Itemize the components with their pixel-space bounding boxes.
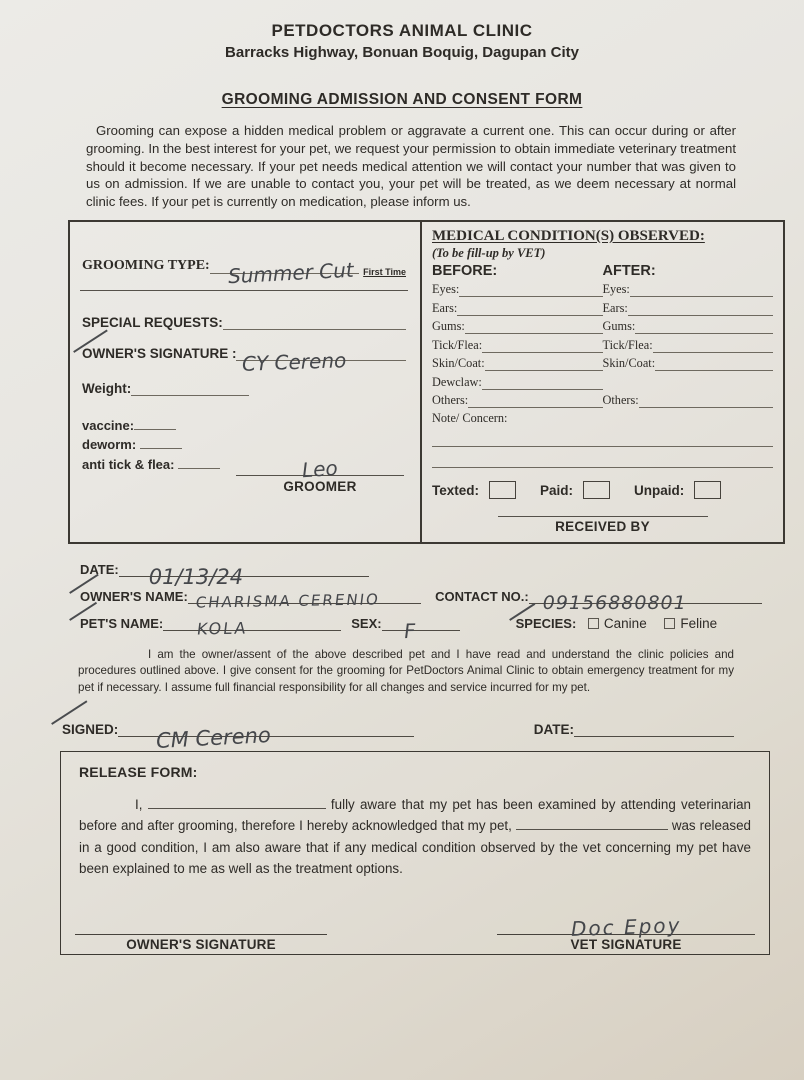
signed-date-line bbox=[574, 722, 734, 737]
release-form-title: RELEASE FORM: bbox=[79, 763, 198, 780]
before-gums-label: Gums: bbox=[432, 319, 465, 334]
deworm-line bbox=[140, 436, 182, 449]
vaccine-row bbox=[82, 416, 406, 436]
release-text-3: was released in a good condition, I am also aware that if any medical condition observed by the vet concerning my pet have been explained to me as well as the treatment options. bbox=[79, 818, 751, 877]
vaccine-label: vaccine: bbox=[82, 417, 135, 433]
special-requests-row bbox=[82, 315, 406, 330]
after-gums-line bbox=[635, 322, 773, 334]
before-eyes-label: Eyes: bbox=[432, 282, 460, 297]
deworm-label: deworm: bbox=[82, 437, 137, 453]
signed-date-label: DATE: bbox=[533, 721, 574, 737]
signed-label: SIGNED: bbox=[62, 721, 119, 737]
species-option-canine bbox=[588, 616, 647, 631]
after-skincoat-label: Skin/Coat: bbox=[602, 356, 656, 371]
paid-label: Paid: bbox=[540, 482, 574, 498]
medical-conditions-panel bbox=[422, 222, 783, 542]
signed-handwriting: CM Cereno bbox=[155, 722, 272, 753]
after-ears-line bbox=[628, 304, 773, 316]
medical-row-gums bbox=[432, 316, 773, 335]
before-eyes-line bbox=[459, 285, 602, 297]
groomer-handwriting: Leo bbox=[301, 455, 339, 482]
before-ears-label: Ears: bbox=[432, 300, 458, 315]
before-after-header bbox=[432, 263, 773, 279]
note-line-1 bbox=[432, 426, 773, 447]
after-ears-label: Ears: bbox=[602, 300, 628, 315]
dewclaw-label: Dewclaw: bbox=[432, 374, 482, 389]
owner-signature-handwriting: CY Cereno bbox=[242, 347, 348, 376]
medical-row-skincoat bbox=[432, 353, 773, 372]
grooming-type-line bbox=[210, 257, 359, 288]
sex-handwriting: F bbox=[402, 618, 419, 643]
canine-checkbox bbox=[588, 618, 599, 629]
weight-line bbox=[131, 381, 249, 396]
sex-label: SEX: bbox=[351, 615, 382, 631]
owner-name-handwriting: CHARISMA CERENIO bbox=[194, 590, 381, 612]
special-requests-label: SPECIAL REQUESTS: bbox=[82, 314, 223, 330]
before-others-label: Others: bbox=[432, 393, 469, 408]
contact-no-line bbox=[529, 589, 762, 614]
grooming-type-row bbox=[82, 257, 406, 288]
special-requests-line bbox=[223, 315, 406, 330]
release-paragraph bbox=[79, 794, 751, 880]
medical-row-others bbox=[432, 390, 773, 409]
owner-signature-bottom-label: OWNER'S SIGNATURE bbox=[126, 936, 276, 952]
owner-signature-line bbox=[236, 346, 406, 376]
vet-signature-block bbox=[497, 910, 755, 954]
owner-signature-row bbox=[82, 345, 406, 376]
vaccine-line bbox=[134, 417, 176, 430]
before-tickflea-label: Tick/Flea: bbox=[432, 337, 483, 352]
form-header bbox=[0, 20, 804, 63]
medical-row-tickflea bbox=[432, 334, 773, 353]
feline-checkbox bbox=[664, 618, 675, 629]
owner-name-line bbox=[188, 589, 421, 612]
texted-label: Texted: bbox=[432, 482, 480, 498]
medical-title: MEDICAL CONDITION(S) OBSERVED: bbox=[432, 227, 705, 244]
grooming-type-label: GROOMING TYPE: bbox=[82, 257, 210, 273]
texted-checkbox bbox=[489, 481, 516, 499]
after-label: AFTER: bbox=[602, 262, 656, 279]
after-tickflea-line bbox=[653, 341, 773, 353]
contact-no-handwriting: 09156880801 bbox=[542, 591, 687, 614]
groomer-signature-block bbox=[236, 451, 404, 494]
clinic-address: Barracks Highway, Bonuan Boquig, Dagupan City bbox=[225, 43, 579, 61]
owner-signature-bottom-line bbox=[75, 934, 327, 935]
received-by-line bbox=[498, 516, 708, 517]
date-line bbox=[119, 562, 369, 589]
species-option-feline bbox=[664, 616, 717, 631]
vet-signature-label: VET SIGNATURE bbox=[570, 936, 682, 952]
divider-line bbox=[80, 290, 408, 291]
dewclaw-line bbox=[482, 378, 603, 390]
contact-no-label: CONTACT NO.: bbox=[435, 588, 529, 604]
after-gums-label: Gums: bbox=[602, 319, 636, 334]
owner-pet-info-section bbox=[80, 561, 762, 643]
release-text-1: I, bbox=[135, 796, 143, 812]
after-eyes-label: Eyes: bbox=[602, 282, 630, 297]
release-signatures-row bbox=[75, 910, 755, 954]
weight-label: Weight: bbox=[82, 380, 132, 396]
signed-line bbox=[118, 722, 413, 753]
unpaid-label: Unpaid: bbox=[634, 482, 685, 498]
received-by-block bbox=[432, 516, 773, 534]
before-label: BEFORE: bbox=[432, 262, 498, 279]
admission-box bbox=[68, 220, 785, 544]
vet-signature-line bbox=[497, 910, 755, 941]
consent-paragraph: I am the owner/assent of the above described pet and I have read and understand the clinic policies and procedures outlined above. I give consent for the grooming for PetDoctors Animal Clinic to obtain emergency treatment for my pet if necessary. I assume full financial responsibility for all changes and service incurred for my pet. bbox=[78, 647, 734, 694]
payment-status-row bbox=[432, 481, 773, 499]
owner-signature-block bbox=[75, 934, 327, 954]
release-pet-blank bbox=[516, 817, 668, 830]
grooming-type-handwriting: Summer Cut bbox=[227, 257, 354, 288]
after-skincoat-line bbox=[655, 359, 773, 371]
medical-subtitle: (To be fill-up by VET) bbox=[432, 245, 546, 260]
pet-name-row bbox=[80, 615, 762, 643]
clinic-name: PETDOCTORS ANIMAL CLINIC bbox=[271, 21, 533, 40]
anti-tick-flea-label: anti tick & flea: bbox=[82, 456, 175, 472]
after-eyes-line bbox=[630, 285, 773, 297]
unpaid-checkbox bbox=[694, 481, 721, 499]
after-others-line bbox=[639, 396, 773, 408]
groomer-label: GROOMER bbox=[283, 478, 357, 494]
before-gums-line bbox=[465, 322, 603, 334]
before-skincoat-line bbox=[485, 359, 603, 371]
release-form-box bbox=[60, 751, 770, 955]
owner-name-label: OWNER'S NAME: bbox=[80, 588, 188, 604]
release-text-2: fully aware that my pet has been examined by attending veterinarian before and after grooming, therefore I hereby acknowledged that my pet, bbox=[79, 796, 751, 834]
before-tickflea-line bbox=[482, 341, 602, 353]
signed-row bbox=[62, 721, 734, 753]
vet-signature-handwriting: Doc Epoy bbox=[570, 913, 682, 941]
groomer-line bbox=[236, 451, 404, 482]
received-by-label: RECEIVED BY bbox=[555, 518, 650, 534]
after-others-label: Others: bbox=[602, 393, 639, 408]
before-others-line bbox=[468, 396, 602, 408]
grooming-details-panel bbox=[70, 222, 422, 542]
sex-line bbox=[382, 616, 460, 643]
medical-row-dewclaw bbox=[432, 371, 773, 390]
release-name-blank bbox=[148, 796, 326, 809]
owner-signature-label: OWNER'S SIGNATURE : bbox=[82, 345, 237, 361]
before-skincoat-label: Skin/Coat: bbox=[432, 356, 485, 371]
pet-name-line bbox=[163, 616, 341, 639]
paid-checkbox bbox=[583, 481, 610, 499]
medical-row-eyes bbox=[432, 279, 773, 298]
medical-row-ears bbox=[432, 297, 773, 316]
species-group bbox=[516, 616, 732, 631]
note-concern-label: Note/ Concern: bbox=[432, 411, 508, 426]
owner-name-row bbox=[80, 588, 762, 614]
after-tickflea-label: Tick/Flea: bbox=[602, 337, 653, 352]
note-line-2 bbox=[432, 447, 773, 468]
canine-label: Canine bbox=[603, 615, 647, 631]
date-row bbox=[80, 561, 410, 589]
before-ears-line bbox=[457, 304, 602, 316]
form-title: GROOMING ADMISSION AND CONSENT FORM bbox=[221, 91, 583, 109]
weight-row bbox=[82, 381, 406, 396]
date-label: DATE: bbox=[80, 561, 119, 577]
pet-name-handwriting: KOLA bbox=[196, 618, 249, 639]
first-time-label: First Time bbox=[363, 266, 406, 277]
pet-name-label: PET'S NAME: bbox=[80, 615, 164, 631]
date-handwriting: 01/13/24 bbox=[148, 564, 244, 589]
intro-paragraph: Grooming can expose a hidden medical problem or aggravate a current one. This can occur during or after grooming. In the best interest for your pet, we request your permission to obtain immediate veterinary treatment should it become necessary. If your pet needs medical attention we will contact your number that was given to us on admission. If we are unable to contact you, your pet will be treated, as we deem necessary at normal clinic fees. If your pet is currently on medication, please inform us. bbox=[86, 123, 736, 209]
feline-label: Feline bbox=[680, 615, 718, 631]
species-label: SPECIES: bbox=[515, 615, 577, 631]
anti-tick-flea-line bbox=[178, 456, 220, 469]
